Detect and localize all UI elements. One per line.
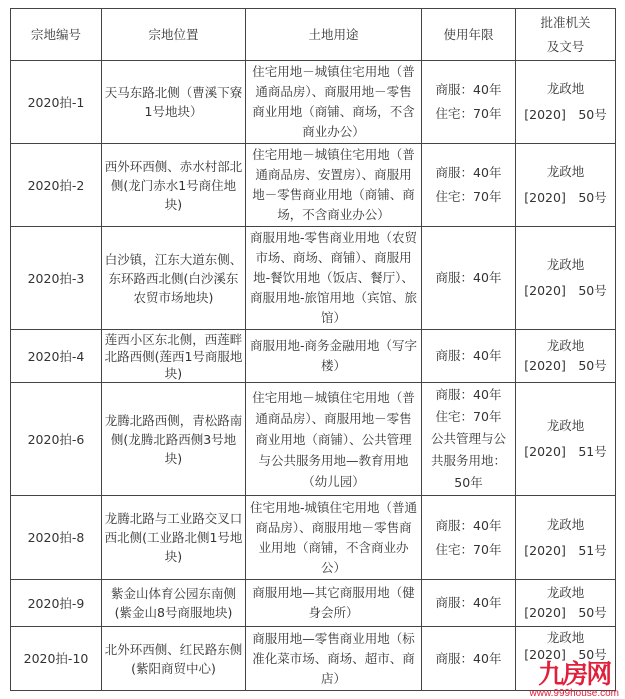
parcel-id: 2020拍-3 [11,227,102,330]
table-header-row [11,9,616,61]
use-term: 商服：40年 [422,627,516,691]
parcel-id: 2020拍-6 [11,383,102,496]
land-use: 商服用地-零售商业用地（农贸 市场、商场、商铺）、商服用 地-餐饮用地（饭店、餐厅）、 商服用地-旅馆用地（宾馆、旅 馆） [246,227,422,330]
land-use: 商服用地-商务金融用地（写字 楼） [246,330,422,383]
table-row [11,227,616,330]
land-use: 商服用地—零售商业用地（标 准化菜市场、商场、超市、商 店） [246,627,422,691]
header-parcel-id: 宗地编号 [11,9,102,61]
header-land-use: 土地用途 [246,9,422,61]
table-row [11,580,616,627]
watermark-url: www.999house.com [529,688,619,699]
table-row [11,330,616,383]
approval-doc: 龙政地 [2020] 50号 [516,627,616,691]
approval-doc: 龙政地 [2020] 51号 [516,496,616,580]
land-use: 住宅用地－城镇住宅用地（普 通商品房）、商服用地－零售 商业用地（商铺）、公共管理 与公共服务用地—教育用地 （幼儿园） [246,383,422,496]
table-row [11,496,616,580]
header-location: 宗地位置 [102,9,246,61]
parcel-location: 莲西小区东北侧，西莲畔 北路西侧(莲西1号商服地 块) [102,330,246,383]
use-term: 商服：40年 [422,227,516,330]
parcel-id: 2020拍-2 [11,144,102,227]
watermark-logo: 九房网 [538,660,611,690]
parcel-location: 西外环西侧、赤水村部北 侧(龙门赤水1号商住地 块) [102,144,246,227]
header-approval: 批准机关 及文号 [516,9,616,61]
approval-doc: 龙政地 [2020] 50号 [516,227,616,330]
parcel-location: 龙腾北路与工业路交叉口 西北侧(工业路北侧1号地 块) [102,496,246,580]
use-term: 商服：40年 [422,580,516,627]
header-term: 使用年限 [422,9,516,61]
use-term: 商服：40年 [422,330,516,383]
use-term: 商服：40年 住宅：70年 [422,61,516,144]
table-row [11,61,616,144]
parcel-id: 2020拍-1 [11,61,102,144]
parcel-location: 北外环西侧、红民路东侧 (紫阳商贸中心) [102,627,246,691]
land-use: 住宅用地－城镇住宅用地（普 通商品房）、商服用地－零售 商业用地（商铺、商场，不含 商业办公） [246,61,422,144]
approval-doc: 龙政地 [2020] 51号 [516,383,616,496]
parcel-id: 2020拍-8 [11,496,102,580]
land-use: 商服用地—其它商服用地（健 身会所） [246,580,422,627]
parcel-location: 天马东路北侧（曹溪下寮 1号地块） [102,61,246,144]
parcel-id: 2020拍-9 [11,580,102,627]
use-term: 商服：40年 住宅：70年 公共管理与公 共服务用地： 50年 [422,383,516,496]
use-term: 商服：40年 住宅：70年 [422,144,516,227]
parcel-id: 2020拍-10 [11,627,102,691]
use-term: 商服：40年 住宅：70年 [422,496,516,580]
approval-doc: 龙政地 [2020] 50号 [516,330,616,383]
watermark [530,662,620,699]
parcel-location: 白沙镇，江东大道东侧、 东环路西北侧(白沙溪东 农贸市场地块) [102,227,246,330]
table-row [11,627,616,691]
land-use: 住宅用地－城镇住宅用地（普 通商品房、安置房）、商服用 地－零售商业用地（商铺、商 场，不含商业办公） [246,144,422,227]
parcel-location: 龙腾北路西侧，青松路南 侧(龙腾北路西侧3号地 块) [102,383,246,496]
parcel-id: 2020拍-4 [11,330,102,383]
approval-doc: 龙政地 [2020] 50号 [516,580,616,627]
table-row [11,383,616,496]
land-parcel-table [10,8,616,691]
parcel-location: 紫金山体育公园东南侧 (紫金山8号商服地块) [102,580,246,627]
approval-doc: 龙政地 [2020] 50号 [516,61,616,144]
land-use: 住宅用地-城镇住宅用地（普通 商品房）、商服用地－零售商 业用地（商铺，不含商业办 公） [246,496,422,580]
table-row [11,144,616,227]
approval-doc: 龙政地 [2020] 50号 [516,144,616,227]
